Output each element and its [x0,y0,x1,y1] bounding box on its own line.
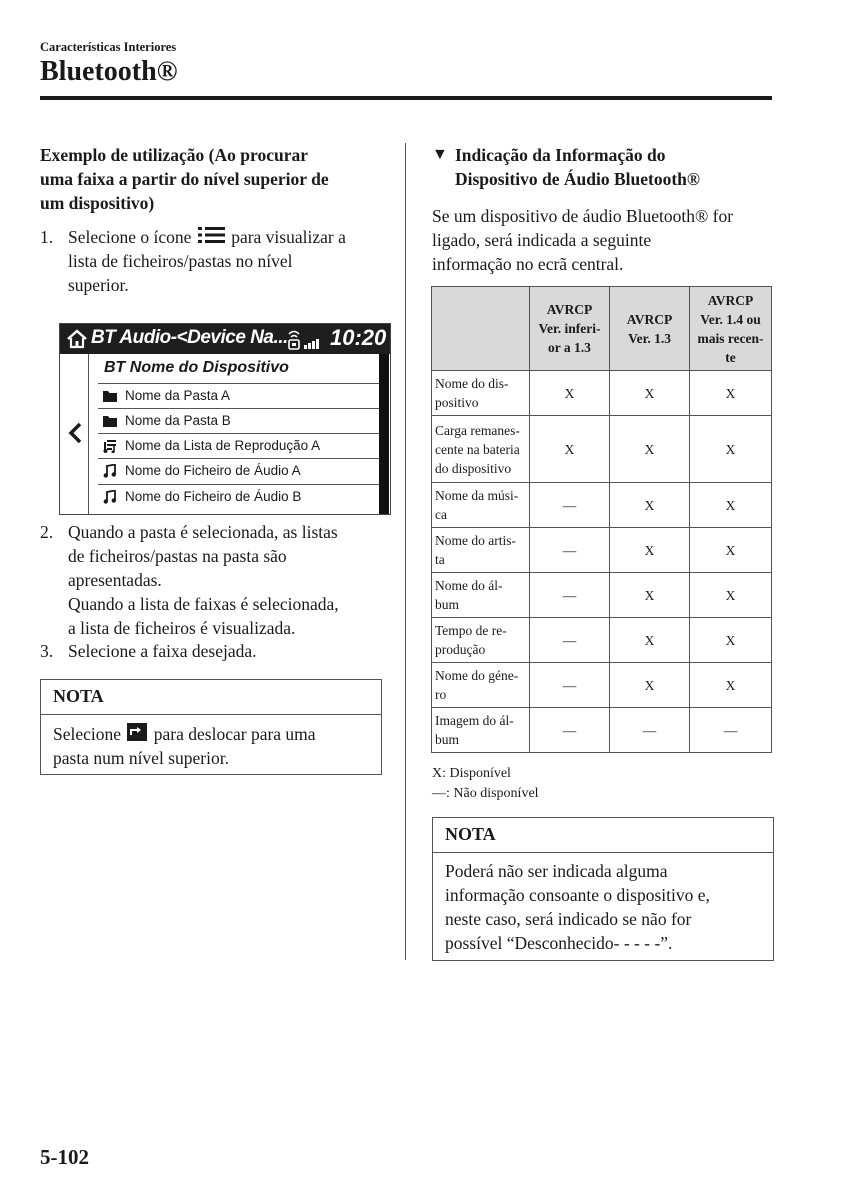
table-cell: — [529,708,609,753]
section-label: Características Interiores [40,40,177,54]
page-number: 5-102 [40,1145,89,1169]
home-icon[interactable] [66,328,88,350]
table-row-label: Nome do ál- bum [432,573,530,618]
table-cell: X [690,618,772,663]
table-row-label: Imagem do ál- bum [432,708,530,753]
list-icon [198,226,225,244]
step-1: 1. Selecione o ícone para visualizar a lista de ficheiros/pastas no nível superior. [40,227,346,295]
table-row-label: Nome do artis- ta [432,528,530,573]
table-row [432,663,772,708]
list-item[interactable]: Nome da Pasta A [98,383,379,409]
table-cell: X [610,483,690,528]
table-cell: X [610,416,690,483]
table-row [432,416,772,483]
table-cell: X [690,573,772,618]
chevron-left-icon[interactable] [66,421,84,445]
list-item[interactable]: Nome da Pasta B [98,408,379,434]
avrcp-table [431,286,772,753]
table-header-cell: AVRCP Ver. inferi- or a 1.3 [529,287,609,371]
list-item[interactable]: Nome do Ficheiro de Áudio A [98,458,379,484]
table-row-label: Tempo de re- produção [432,618,530,663]
screen-scrollbar[interactable] [379,354,389,514]
list-item[interactable]: Nome da Lista de Reprodução A [98,433,379,459]
table-row [432,483,772,528]
title-rule [40,96,772,100]
usage-example-heading: Exemplo de utilização (Ao procurar uma faixa a partir do nível superior de um dispositivo) [40,145,329,213]
step-3: 3. Selecione a faixa desejada. [40,641,257,661]
table-cell: — [529,528,609,573]
table-cell: X [690,528,772,573]
table-legend: X: Disponível —: Não disponível [432,766,539,801]
table-row [432,528,772,573]
music-note-icon [103,464,117,478]
screen-back-panel[interactable] [60,354,89,514]
step-2: 2. Quando a pasta é selecionada, as listas de ficheiros/pastas na pasta são apresentadas. Quando a lista de faixas é selecionada, a lista de ficheiros é visualizada. [40,522,339,638]
table-cell: — [529,663,609,708]
table-row [432,371,772,416]
table-row-label: Nome da músi- ca [432,483,530,528]
playlist-icon [103,439,117,453]
table-cell: — [529,573,609,618]
column-divider [405,143,406,960]
table-header-cell: AVRCP Ver. 1.3 [610,287,690,371]
table-cell: X [690,663,772,708]
table-row [432,708,772,753]
table-cell: — [529,618,609,663]
table-row-label: Nome do géne- ro [432,663,530,708]
note-heading: NOTA [433,818,773,853]
table-cell: X [690,416,772,483]
table-cell: — [610,708,690,753]
list-item[interactable]: Nome do Ficheiro de Áudio B [98,484,379,510]
device-info-intro: Se um dispositivo de áudio Bluetooth® for ligado, será indicada a seguinte informação no ecrã central. [432,206,734,274]
screen-title: BT Audio-<Device Na... [91,327,288,348]
table-row-label: Carga remanes- cente na bateria do dispositivo [432,416,530,483]
bluetooth-signal-icon [286,328,326,350]
note-box-left: NOTA Selecione para deslocar para uma pasta num nível superior. [40,679,382,775]
table-cell: X [610,663,690,708]
folder-up-icon [127,723,147,741]
table-cell: X [610,618,690,663]
table-cell: X [610,528,690,573]
folder-icon [103,389,117,403]
table-header-cell: AVRCP Ver. 1.4 ou mais recen- te [690,287,772,371]
page-title: Bluetooth® [40,56,178,87]
music-note-icon [103,490,117,504]
note-heading: NOTA [41,680,381,715]
table-cell: X [610,371,690,416]
table-cell: — [529,483,609,528]
screen-clock: 10:20 [330,325,387,350]
table-cell: — [690,708,772,753]
table-header-empty [432,287,530,371]
table-cell: X [690,483,772,528]
bt-audio-screen [59,323,391,515]
table-row [432,573,772,618]
table-cell: X [690,371,772,416]
triangle-marker-icon: ▼ [432,146,448,163]
table-row [432,618,772,663]
table-cell: X [610,573,690,618]
table-cell: X [529,371,609,416]
screen-device-name: BT Nome do Dispositivo [104,359,289,376]
folder-icon [103,414,117,428]
table-row-label: Nome do dis- positivo [432,371,530,416]
table-cell: X [529,416,609,483]
note-box-right: NOTA Poderá não ser indicada alguma informação consoante o dispositivo e, neste caso, será indicado se não for possível “Desconhecido- - - - -”. [432,817,774,961]
screen-status-bar [60,324,390,354]
table-header-row [432,287,772,371]
